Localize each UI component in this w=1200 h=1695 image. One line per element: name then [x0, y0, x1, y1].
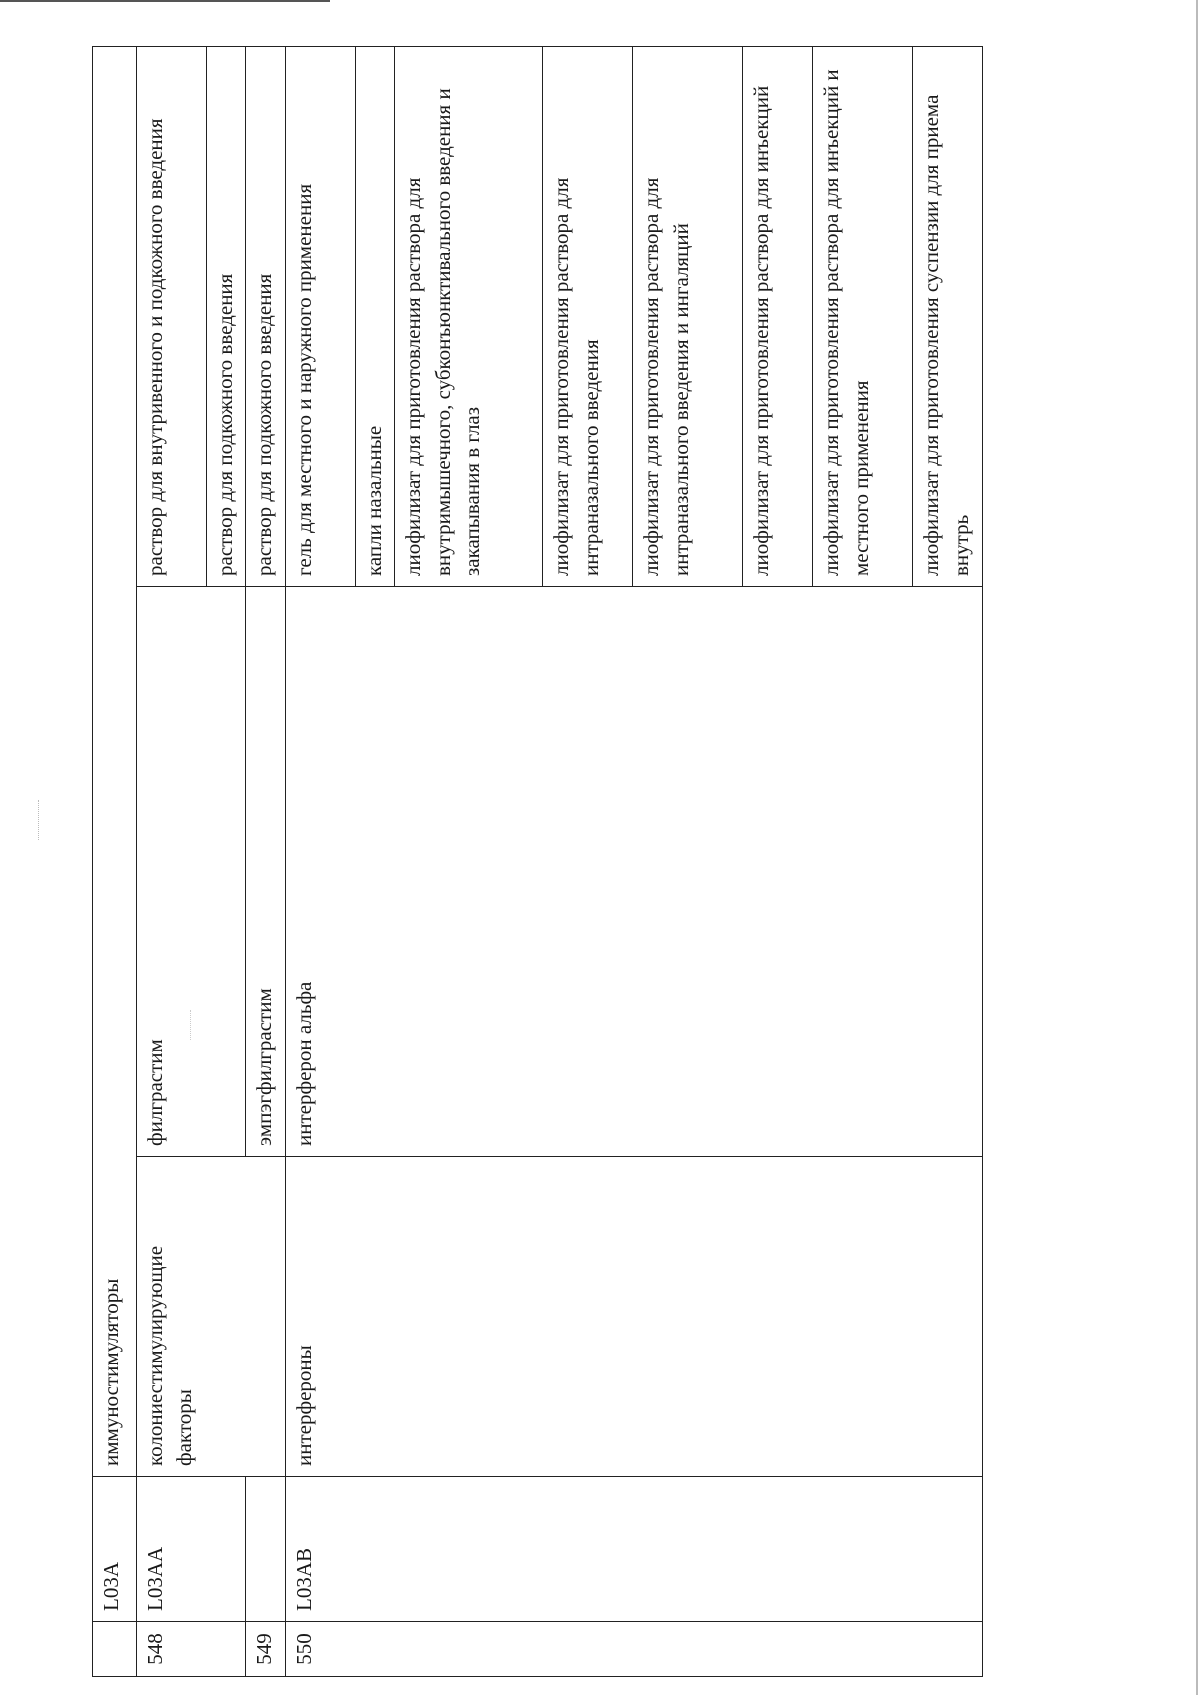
dosage-form-cell: лиофилизат для приготовления раствора для инъекций — [743, 46, 813, 586]
dosage-form-cell: лиофилизат для приготовления раствора для интраназального введения — [543, 46, 633, 586]
dosage-form-cell: лиофилизат для приготовления раствора для интраназального введения и ингаляций — [633, 46, 743, 586]
table-row — [137, 46, 207, 1676]
atc-code-cell: L03A — [93, 1477, 137, 1622]
atc-code-cell — [246, 1477, 285, 1622]
group-cell: интерфероны — [285, 1157, 982, 1477]
dosage-form-cell: раствор для подкожного введения — [207, 46, 246, 586]
dosage-form-cell: раствор для внутривенного и подкожного введения — [137, 46, 207, 586]
table-row — [93, 46, 137, 1676]
dosage-form-cell: лиофилизат для приготовления раствора для внутримышечного, субконъюнктивального введения и закапывания в глаз — [395, 46, 543, 586]
dosage-form-cell: лиофилизат для приготовления раствора для инъекций и местного применения — [813, 46, 913, 586]
scan-edge-right — [1196, 0, 1198, 1695]
dosage-form-cell: капли назальные — [355, 46, 394, 586]
dosage-form-cell: гель для местного и наружного применения — [285, 46, 355, 586]
dosage-form-cell: раствор для подкожного введения — [246, 46, 285, 586]
table-row — [285, 46, 355, 1676]
scan-noise — [38, 800, 41, 840]
atc-code-cell: L03AB — [285, 1477, 982, 1622]
drug-table — [92, 46, 983, 1677]
rotated-page — [92, 27, 1052, 1677]
group-cell: колониестимулирующие факторы — [137, 1157, 286, 1477]
row-number-cell: 550 — [285, 1622, 982, 1677]
group-cell: иммуностимуляторы — [93, 46, 137, 1476]
row-number-cell — [93, 1622, 137, 1677]
inn-cell: эмпэгфилграстим — [246, 587, 285, 1157]
scan-edge-top — [0, 0, 330, 2]
row-number-cell: 548 — [137, 1622, 246, 1677]
row-number-cell: 549 — [246, 1622, 285, 1677]
inn-cell: филграстим — [137, 587, 246, 1157]
dosage-form-cell: лиофилизат для приготовления суспензии для приема внутрь — [913, 46, 983, 586]
inn-cell: интерферон альфа — [285, 587, 982, 1157]
atc-code-cell: L03AA — [137, 1477, 246, 1622]
